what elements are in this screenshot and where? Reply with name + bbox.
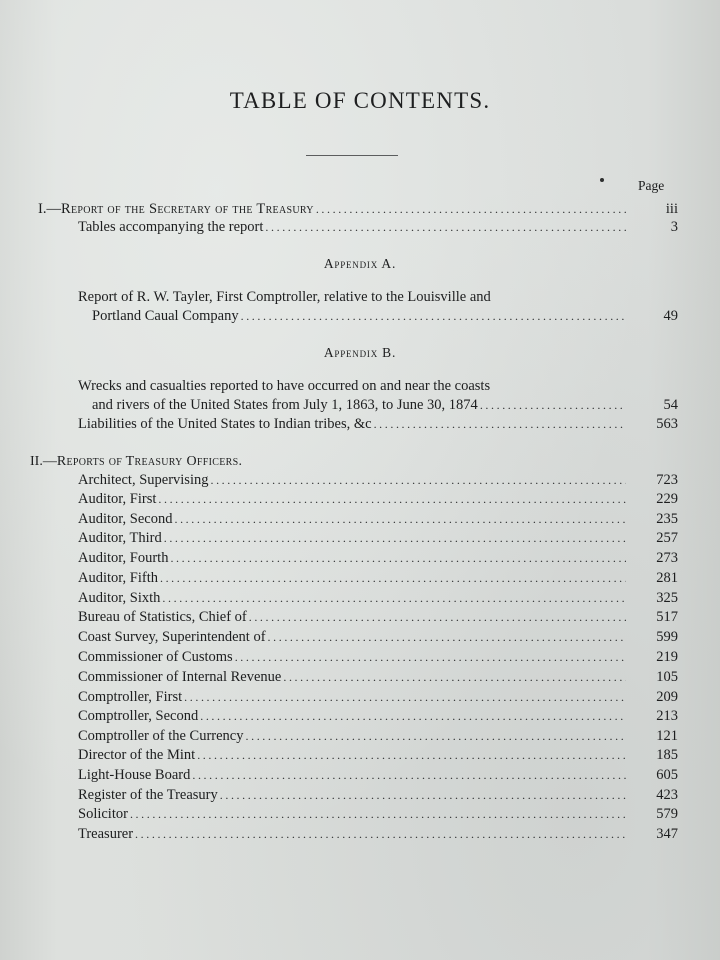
dot-leader bbox=[374, 415, 626, 434]
toc-entry bbox=[78, 549, 678, 568]
entry-label: Light-House Board bbox=[78, 767, 191, 783]
toc-entry bbox=[78, 707, 678, 726]
toc-entry bbox=[78, 668, 678, 687]
toc-entry bbox=[78, 510, 678, 529]
page-title: TABLE OF CONTENTS. bbox=[229, 88, 491, 113]
entry-label: Tables accompanying the report bbox=[78, 219, 264, 235]
toc-entry bbox=[78, 415, 678, 434]
dot-leader bbox=[200, 707, 626, 726]
entry-page-number: 213 bbox=[656, 708, 678, 724]
entry-page-number: iii bbox=[665, 201, 678, 217]
dot-leader bbox=[480, 396, 626, 415]
entry-label: Treasurer bbox=[78, 826, 134, 842]
toc-entry-section-one bbox=[38, 200, 678, 219]
entry-label: Auditor, Fifth bbox=[78, 570, 158, 586]
page-column-header: Page bbox=[638, 178, 665, 193]
entry-page-number: 209 bbox=[656, 689, 678, 705]
toc-entry bbox=[78, 628, 678, 647]
toc-entry bbox=[78, 648, 678, 667]
dot-leader bbox=[192, 766, 626, 785]
entry-label: Commissioner of Customs bbox=[78, 649, 233, 665]
toc-entry bbox=[78, 746, 678, 765]
toc-entry bbox=[78, 786, 678, 805]
section-numeral: II.— bbox=[30, 454, 57, 469]
dot-leader bbox=[268, 628, 626, 647]
toc-entry bbox=[78, 490, 678, 509]
entry-page-number: 105 bbox=[656, 669, 678, 685]
entry-label: Portland Caual Company bbox=[92, 308, 239, 324]
dot-leader bbox=[249, 608, 626, 627]
entry-page-number: 3 bbox=[670, 219, 678, 235]
dot-leader bbox=[220, 786, 626, 805]
entry-page-number: 517 bbox=[656, 609, 678, 625]
dot-leader bbox=[283, 668, 626, 687]
entry-label: Auditor, Second bbox=[78, 511, 173, 527]
toc-entry bbox=[92, 307, 678, 326]
entry-label: Auditor, Fourth bbox=[78, 550, 169, 566]
dot-leader bbox=[130, 805, 626, 824]
entry-page-number: 579 bbox=[656, 806, 678, 822]
dot-leader bbox=[162, 589, 626, 608]
appendix-a-heading: Appendix A. bbox=[323, 256, 397, 271]
entry-label: Commissioner of Internal Revenue bbox=[78, 669, 282, 685]
toc-entry bbox=[78, 218, 678, 237]
toc-entry bbox=[78, 805, 678, 824]
dot-leader bbox=[197, 746, 626, 765]
toc-entry bbox=[78, 589, 678, 608]
entry-label: and rivers of the United States from July 1, 1863, to June 30, 1874 bbox=[92, 397, 478, 413]
title-divider-rule bbox=[306, 155, 398, 156]
toc-entry bbox=[78, 569, 678, 588]
entry-label: Architect, Supervising bbox=[78, 472, 209, 488]
dot-leader bbox=[241, 307, 626, 326]
dot-leader bbox=[160, 569, 626, 588]
entry-label: Auditor, Sixth bbox=[78, 590, 161, 606]
section-two-heading bbox=[30, 452, 242, 471]
section-title: Report of the Secretary of the Treasury bbox=[60, 201, 314, 217]
toc-entry bbox=[78, 766, 678, 785]
entry-label: Bureau of Statistics, Chief of bbox=[78, 609, 247, 625]
entry-label: Director of the Mint bbox=[78, 747, 196, 763]
section-title: Reports of Treasury Officers. bbox=[56, 454, 243, 469]
entry-page-number: 599 bbox=[656, 629, 678, 645]
entry-page-number: 235 bbox=[656, 511, 678, 527]
entry-label: Liabilities of the United States to Indian tribes, &c bbox=[78, 416, 372, 432]
ink-speck bbox=[600, 178, 604, 182]
entry-page-number: 229 bbox=[656, 491, 678, 507]
entry-label-line1: Wrecks and casualties reported to have occurred on and near the coasts bbox=[78, 378, 491, 394]
entry-page-number: 49 bbox=[663, 308, 678, 324]
entry-page-number: 723 bbox=[656, 472, 678, 488]
entry-label-line1: Report of R. W. Tayler, First Comptroller, relative to the Louisville and bbox=[78, 289, 491, 305]
entry-page-number: 563 bbox=[656, 416, 678, 432]
toc-entry bbox=[78, 471, 678, 490]
entry-label bbox=[38, 200, 314, 219]
entry-page-number: 423 bbox=[656, 787, 678, 803]
toc-entry bbox=[92, 396, 678, 415]
entry-page-number: 281 bbox=[656, 570, 678, 586]
entry-label: Auditor, First bbox=[78, 491, 157, 507]
entry-page-number: 121 bbox=[656, 728, 678, 744]
toc-entry bbox=[78, 529, 678, 548]
entry-label: Comptroller of the Currency bbox=[78, 728, 244, 744]
toc-entry bbox=[78, 727, 678, 746]
entry-page-number: 185 bbox=[656, 747, 678, 763]
entry-label: Solicitor bbox=[78, 806, 128, 822]
dot-leader bbox=[184, 688, 626, 707]
entry-label: Register of the Treasury bbox=[78, 787, 218, 803]
entry-page-number: 605 bbox=[656, 767, 678, 783]
appendix-b-heading: Appendix B. bbox=[323, 345, 397, 360]
entry-label: Coast Survey, Superintendent of bbox=[78, 629, 266, 645]
dot-leader bbox=[235, 648, 626, 667]
entry-page-number: 347 bbox=[656, 826, 678, 842]
entry-label: Comptroller, Second bbox=[78, 708, 199, 724]
entry-page-number: 54 bbox=[663, 397, 678, 413]
entry-page-number: 273 bbox=[656, 550, 678, 566]
entry-page-number: 257 bbox=[656, 530, 678, 546]
dot-leader bbox=[316, 200, 626, 219]
dot-leader bbox=[174, 510, 626, 529]
section-numeral: I.— bbox=[38, 201, 61, 217]
dot-leader bbox=[164, 529, 626, 548]
dot-leader bbox=[210, 471, 626, 490]
dot-leader bbox=[158, 490, 626, 509]
toc-entry bbox=[78, 608, 678, 627]
toc-entry bbox=[78, 825, 678, 844]
entry-label: Auditor, Third bbox=[78, 530, 162, 546]
dot-leader bbox=[135, 825, 626, 844]
dot-leader bbox=[246, 727, 627, 746]
entry-page-number: 325 bbox=[656, 590, 678, 606]
entry-page-number: 219 bbox=[656, 649, 678, 665]
dot-leader bbox=[265, 218, 626, 237]
entry-label: Comptroller, First bbox=[78, 689, 183, 705]
toc-entry bbox=[78, 688, 678, 707]
dot-leader bbox=[170, 549, 626, 568]
